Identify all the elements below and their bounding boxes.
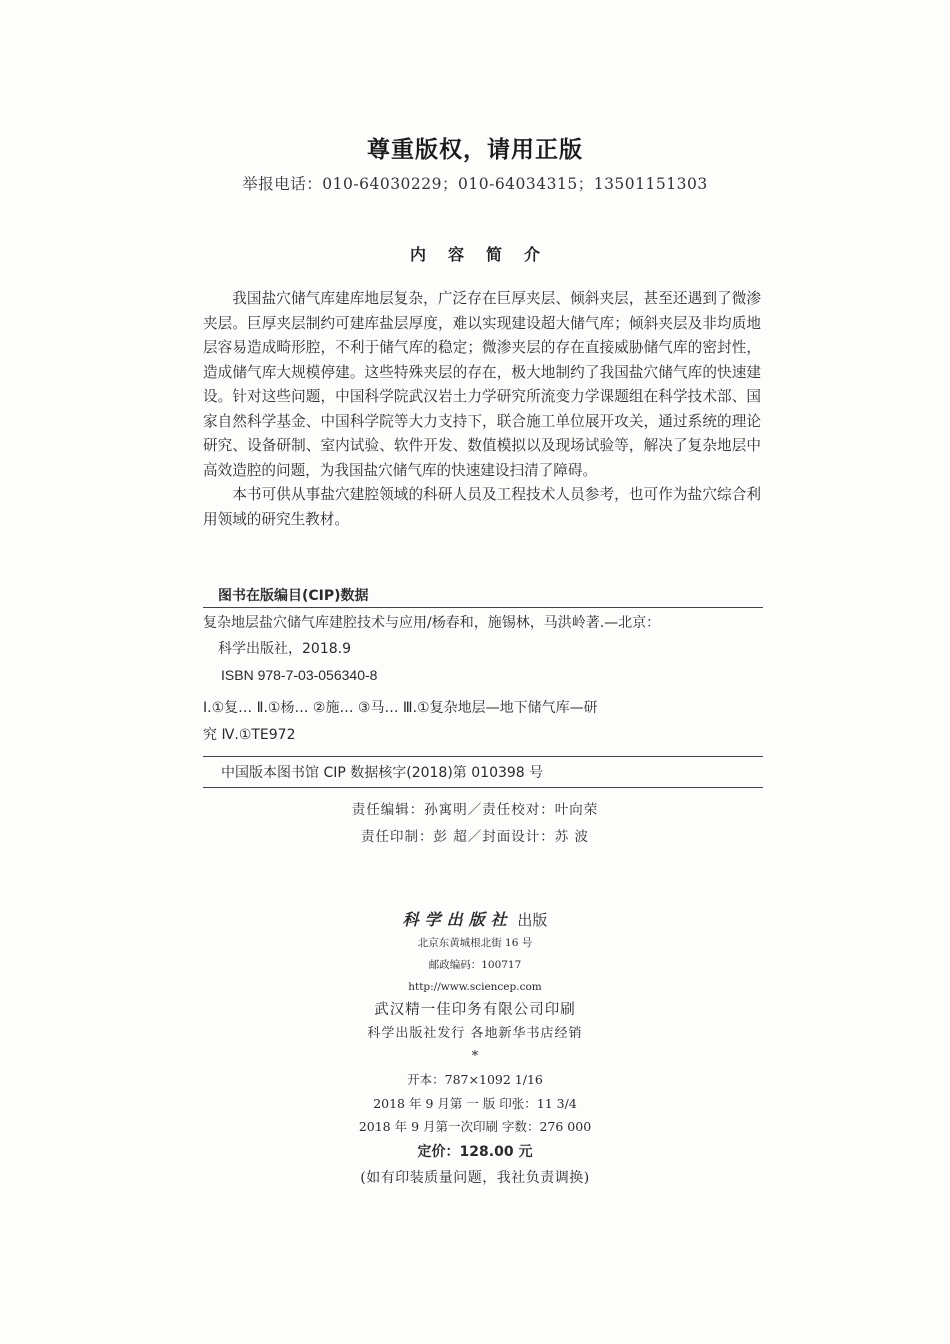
cip-number-block bbox=[203, 757, 763, 787]
format-line: 开本：787×1092 1/16 bbox=[407, 1072, 543, 1087]
publisher-block bbox=[0, 908, 950, 1191]
publisher-name bbox=[0, 908, 950, 932]
cip-block bbox=[203, 585, 763, 788]
cip-bottom-rule bbox=[203, 787, 763, 788]
distribution-line: 科学出版社发行 各地新华书店经销 bbox=[367, 1026, 583, 1041]
cip-isbn: ISBN 978-7-03-056340-8 bbox=[221, 667, 378, 683]
cip-entry-line-2: 科学出版社，2018.9 bbox=[218, 641, 351, 657]
printer-line: 武汉精一佳印务有限公司印刷 bbox=[374, 1002, 576, 1018]
copyright-notice-title: 尊重版权，请用正版 bbox=[367, 137, 583, 163]
cip-number: 中国版本图书馆 CIP 数据核字(2018)第 010398 号 bbox=[221, 765, 544, 781]
intro-body bbox=[203, 287, 761, 532]
price-line: 定价：128.00 元 bbox=[417, 1143, 533, 1160]
credits-editor-line: 责任编辑：孙寓明／责任校对：叶向荣 bbox=[351, 802, 599, 818]
credits-block bbox=[0, 797, 950, 851]
separator-star: * bbox=[471, 1049, 479, 1064]
edition-line: 2018 年 9 月第 一 版 印张：11 3/4 bbox=[373, 1095, 577, 1111]
intro-paragraph-1: 我国盐穴储气库建库地层复杂，广泛存在巨厚夹层、倾斜夹层，甚至还遇到了微渗夹层。巨厚夹层制约可建库盐层厚度，难以实现建设超大储气库；倾斜夹层及非均质地层容易造成畸形腔，不利于储气库的稳定；微渗夹层的存在直接威胁储气库的密封性，造成储气库大规模停建。这些特殊夹层的存在，极大地制约了我国盐穴储气库的快速建设。针对这些问题，中国科学院武汉岩土力学研究所流变力学课题组在科学技术部、国家自然科学基金、中国科学院等大力支持下，联合施工单位展开攻关，通过系统的理论研究、设备研制、室内试验、软件开发、数值模拟以及现场试验等，解决了复杂地层中高效造腔的问题，为我国盐穴储气库的快速建设扫清了障碍。 bbox=[203, 290, 761, 479]
publisher-logo-text: 科学出版社 bbox=[402, 910, 513, 929]
publisher-address: 北京东黄城根北街 16 号 bbox=[417, 937, 533, 949]
intro-heading: 内容简介 bbox=[409, 245, 562, 264]
report-phone-line: 举报电话：010-64030229；010-64034315；13501151303 bbox=[242, 175, 708, 193]
credits-print-line: 责任印制：彭 超／封面设计：苏 波 bbox=[360, 829, 590, 845]
cip-entry-line-1: 复杂地层盐穴储气库建腔技术与应用/杨春和，施锡林，马洪岭著.—北京： bbox=[203, 615, 661, 631]
publisher-postcode: 邮政编码：100717 bbox=[428, 959, 522, 971]
cip-heading: 图书在版编目(CIP)数据 bbox=[218, 588, 369, 604]
cip-classification-line-2: 究 Ⅳ.①TE972 bbox=[203, 727, 296, 743]
publisher-url: http://www.sciencep.com bbox=[408, 981, 542, 993]
quality-note: (如有印装质量问题，我社负责调换) bbox=[360, 1169, 590, 1186]
publisher-suffix: 出版 bbox=[512, 911, 548, 929]
cip-entry bbox=[203, 608, 763, 748]
cip-classification-line-1: Ⅰ.①复… Ⅱ.①杨… ②施… ③马… Ⅲ.①复杂地层—地下储气库—研 bbox=[203, 700, 598, 716]
intro-paragraph-2: 本书可供从事盐穴建腔领域的科研人员及工程技术人员参考，也可作为盐穴综合利用领域的研究生教材。 bbox=[203, 486, 761, 528]
printing-line: 2018 年 9 月第一次印刷 字数：276 000 bbox=[358, 1119, 592, 1134]
